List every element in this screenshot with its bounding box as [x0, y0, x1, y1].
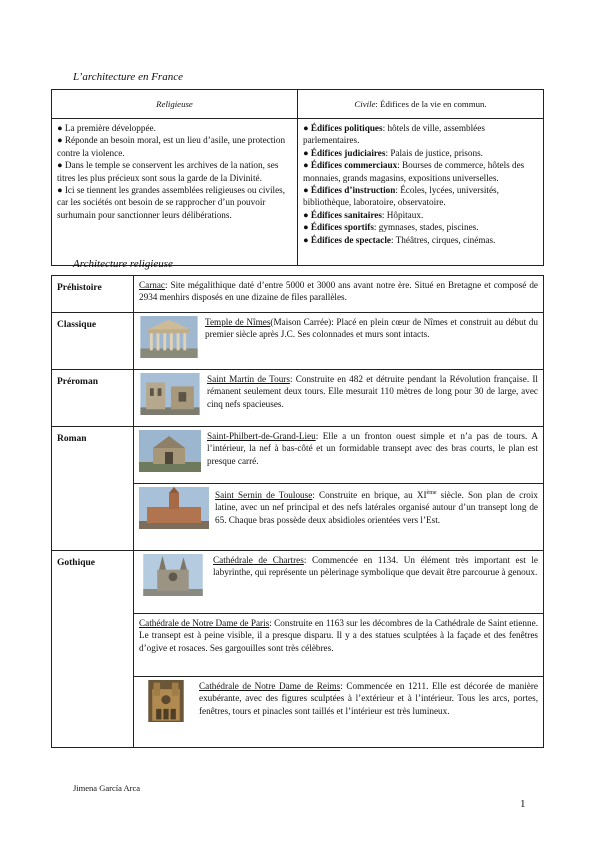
table-architecture-religieuse — [51, 275, 544, 748]
header-religieuse — [52, 90, 298, 119]
entry-text: (Maison Carrée): Placé en plein cœur de Nîmes et construit au début du premier siècle après J.C. Ses colonnades et murs sont intacts. — [205, 317, 538, 340]
section-title-architecture-religieuse: Architecture religieuse — [73, 258, 173, 270]
list-item: ● Édifices politiques: hôtels de ville, assemblées parlementaires. — [303, 123, 485, 146]
entry-carnac — [134, 276, 544, 313]
entry-name: Saint-Philbert-de-Grand-Lieu — [207, 431, 316, 441]
saint-philbert-image — [139, 430, 201, 472]
header-religieuse-text: Religieuse — [156, 98, 193, 109]
chartres-image — [139, 554, 207, 596]
header-civile-label: Civile — [354, 98, 376, 109]
entry-text: : Construite en 1163 sur les décombres de la Cathédrale de Saint etienne. Le transept est à peine visible, il a presque disparu. Il y a des statues sculptées à la façade et des fenêtres d’ogive et rosaces. Ses gargouilles sont très célèbres. — [139, 618, 538, 653]
entry-notre-dame-reims — [134, 677, 544, 748]
entry-saint-philbert — [134, 427, 544, 484]
section-title-architecture-france: L’architecture en France — [73, 71, 183, 83]
list-item: ● Ici se tiennent les grandes assemblées religieuses ou civiles, car les sociétés ont besoin de se rapprocher d’un pouvoir surhumain pour sanctionner leurs délibérations. — [57, 185, 286, 220]
civile-list — [298, 119, 544, 266]
page-number: 1 — [520, 798, 526, 810]
reims-image — [139, 680, 193, 722]
saint-martin-image — [139, 373, 201, 415]
entry-name: Saint Martin de Tours — [207, 374, 290, 384]
header-civile — [298, 90, 544, 119]
entry-saint-sernin — [134, 484, 544, 551]
header-civile-desc: : Édifices de la vie en commun. — [375, 98, 487, 109]
entry-name: Cathédrale de Notre Dame de Reims — [199, 681, 341, 691]
period-label: Roman — [52, 427, 134, 551]
religieuse-list — [52, 119, 298, 266]
temple-nimes-image — [139, 316, 199, 358]
entry-text: : Commencée en 1211. Elle est décorée de manière exubérante, avec des figures sculptées à l’extérieur et à l’intérieur. Tous les arcs, portes, fenêtres, tours et pinacles sont taillés et l’intérieur est très lumineux. — [199, 681, 538, 716]
list-item: ● Dans le temple se conservent les archives de la nation, ses titres les plus précieux sont sous la garde de la Divinité. — [57, 160, 279, 183]
author-name: Jimena García Arca — [73, 783, 141, 793]
saint-sernin-image — [139, 487, 209, 529]
entry-text: : Commencée en 1134. Un élément très important est le labyrinthe, qui représente un pèlerinage symbolique que devait être parcourue à genoux. — [213, 555, 538, 578]
entry-notre-dame-paris — [134, 614, 544, 677]
entry-chartres — [134, 551, 544, 614]
entry-saint-martin — [134, 370, 544, 427]
period-label: Gothique — [52, 551, 134, 748]
entry-text-2: siècle. Son plan de croix latine, avec un nef principal et des nefs latérales organisé autour d’un transept long de 65. Chaque bras possède deux absidioles orientées vers l’Est. — [215, 490, 538, 525]
list-item: ● Édifices judiciaires: Palais de justice, prisons. — [303, 147, 483, 158]
entry-name: Cathédrale de Notre Dame de Paris — [139, 618, 270, 628]
period-label: Préhistoire — [52, 276, 134, 313]
list-item: ● Réponde an besoin moral, est un lieu d’asile, une protection contre la violence. — [57, 135, 286, 158]
entry-superscript: ème — [426, 490, 437, 496]
period-label: Préroman — [52, 370, 134, 427]
list-item: ● Édifices sportifs: gymnases, stades, piscines. — [303, 222, 479, 233]
period-label: Classique — [52, 313, 134, 370]
entry-name: Saint Sernin de Toulouse — [215, 490, 313, 501]
entry-text: : Construite en 482 et détruite pendant la Révolution française. Il rémanent seulement deux tours. Elle mesurait 110 mètres de long pour 30 de large, avec cinq nefs spacieuses. — [207, 374, 538, 409]
list-item: ● La première développée. — [57, 123, 156, 133]
list-item: ● Édifices sanitaires: Hôpitaux. — [303, 209, 424, 220]
entry-text: : Construite en brique, au XI — [312, 490, 427, 501]
entry-name: Carnac — [139, 280, 166, 290]
entry-name: Cathédrale de Chartres — [213, 555, 304, 565]
entry-text: : Elle a un fronton ouest simple et n’a pas de tours. A l’intérieur, la nef à bas-côté et un formidable transept avec des bras courts, le plan est presque carré. — [207, 431, 538, 466]
entry-nimes — [134, 313, 544, 370]
entry-text: : Site mégalithique daté d’entre 5000 et 3000 ans avant notre ère. Situé en Bretagne et composé de 2934 menhirs disposés en une dizaine de files parallèles. — [139, 280, 538, 303]
list-item: ● Édifices commerciaux: Bourses de commerce, hôtels des monnaies, grands magasins, expositions universelles. — [303, 160, 525, 183]
entry-name: Temple de Nîmes — [205, 317, 271, 327]
list-item: ● Édifices d’instruction: Écoles, lycées, universités, bibliothèque, laboratoire, observatoire. — [303, 185, 499, 208]
table-architecture-france — [51, 89, 544, 266]
list-item: ● Édifices de spectacle: Théâtres, cirques, cinémas. — [303, 234, 496, 245]
